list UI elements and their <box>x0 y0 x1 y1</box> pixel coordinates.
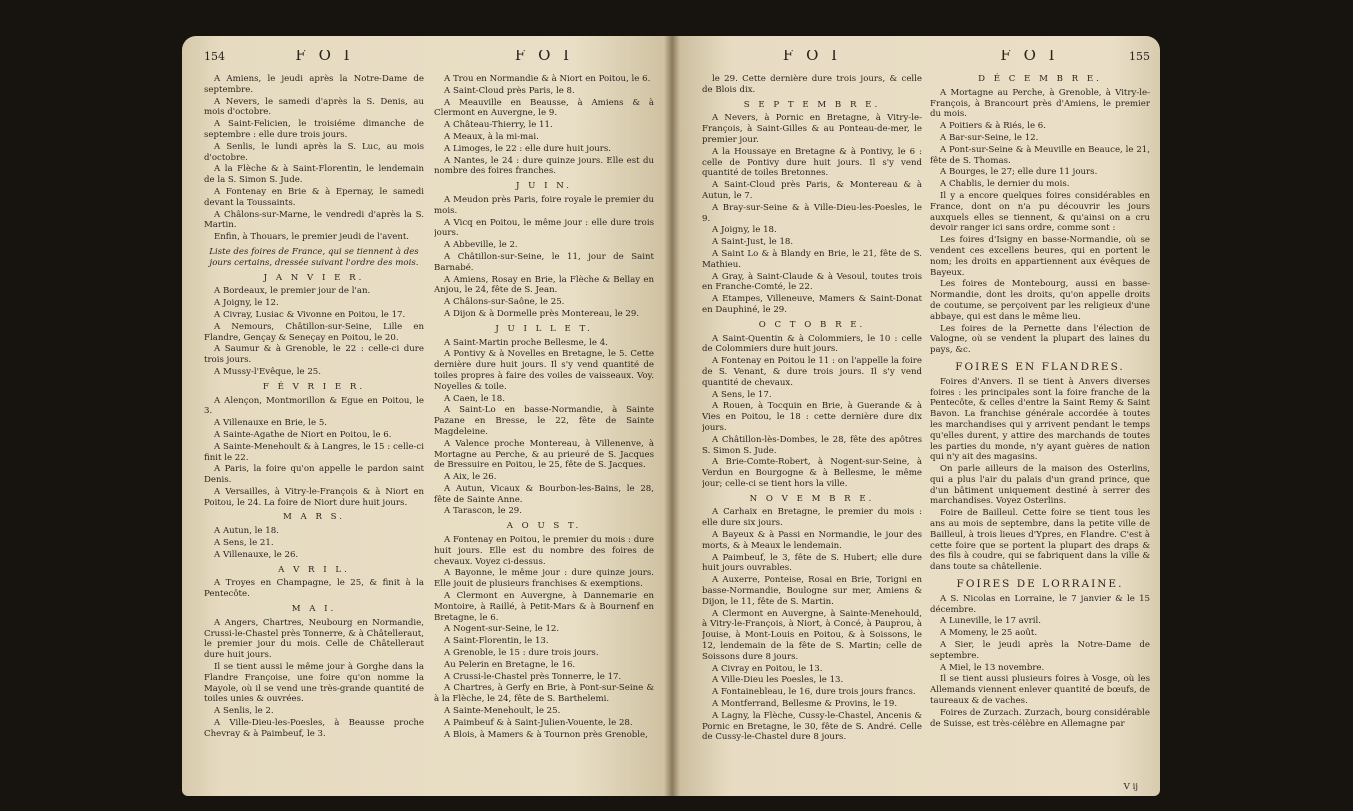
entry-paragraph: A Ville-Dieu-les-Poesles, à Beausse proche Chevray & à Paimbeuf, le 3. <box>204 718 424 739</box>
entry-paragraph: le 29. Cette dernière dure trois jours, & celle de Blois dix. <box>702 74 922 95</box>
right-page-column-1 <box>702 50 922 790</box>
section-heading: M A R S. <box>283 512 345 523</box>
section-heading: FOIRES EN FLANDRES. <box>955 360 1125 373</box>
entry-paragraph: A Châlons-sur-Saône, le 25. <box>444 297 565 308</box>
running-head: F O I <box>782 50 842 64</box>
running-header <box>434 50 654 70</box>
entry-paragraph: On parle ailleurs de la maison des Osterlins, qui a plus l'air du palais d'un grand prince, que d'un bâtiment uniquement destiné à serrer des marchandises. Voyez Osterlins. <box>930 464 1150 507</box>
entry-paragraph: A Clermont en Auvergne, à Sainte-Menehould, à Vitry-le-François, à Niort, à Concé, à Pauprou, à Jouise, à Mont-Louis en Poitou, & à Soissons, le 12, lendemain de la fête de S. Martin; celle de Soissons dure 8 jours. <box>702 608 922 662</box>
section-heading: M A I. <box>291 604 337 615</box>
entry-paragraph: A Civray, Lusiac & Vivonne en Poitou, le 17. <box>214 309 406 320</box>
entry-paragraph: A Sainte-Menehoult, le 25. <box>444 706 561 717</box>
entry-paragraph: A Grenoble, le 15 : dure trois jours. <box>444 648 599 659</box>
entry-paragraph: Il se tient aussi le même jour à Gorghe dans la Flandre Françoise, une foire qu'on nomme la Mayole, où il se vend une très-grande quantité de toiles unies & ouvrées. <box>204 662 424 705</box>
entry-paragraph: Il se tient aussi plusieurs foires à Vosge, où les Allemands viennent enlever quantité de bœufs, de taureaux & de vaches. <box>930 674 1150 707</box>
entry-paragraph: A Senlis, le lundi après la S. Luc, au mois d'octobre. <box>204 141 424 163</box>
entry-paragraph: A Autun, Vicaux & Bourbon-les-Bains, le 28, fête de Sainte Anne. <box>434 483 654 505</box>
entry-paragraph: A Carhaix en Bretagne, le premier du mois : elle dure six jours. <box>702 507 922 529</box>
entry-paragraph: A Bourges, le 27; elle dure 11 jours. <box>940 167 1098 178</box>
entry-paragraph: A Gray, à Saint-Claude & à Vesoul, toutes trois en Franche-Comté, le 22. <box>702 271 922 293</box>
entry-paragraph: Foire de Bailleul. Cette foire se tient tous les ans au mois de septembre, dans la petite ville de Bailleul, à trois lieues d'Ypres, en Flandre. C'est à cette foire que se portent la plupart des draps & des fils à coudre, qui se fabriquent dans la ville & dans toute sa châtellenie. <box>930 508 1150 573</box>
entry-paragraph: A Villenauxe en Brie, le 5. <box>214 418 328 429</box>
entry-paragraph: A Saint-Florentin, le 13. <box>444 636 549 647</box>
entry-paragraph: A Châtillon-sur-Seine, le 11, jour de Saint Barnabé. <box>434 251 654 273</box>
section-heading: O C T O B R E. <box>758 319 866 330</box>
entry-paragraph: A Versailles, à Vitry-le-François & à Niort en Poitou, le 24. La foire de Niort dure huit jours. <box>204 486 424 508</box>
column-text <box>434 74 654 740</box>
entry-paragraph: A Abbeville, le 2. <box>444 240 518 251</box>
entry-paragraph: A Fontainebleau, le 16, dure trois jours francs. <box>712 687 916 698</box>
entry-paragraph: A Sier, le jeudi après la Notre-Dame de septembre. <box>930 640 1150 661</box>
entry-paragraph: A Vicq en Poitou, le même jour : elle dure trois jours. <box>434 217 654 239</box>
entry-paragraph: A Bar-sur-Seine, le 12. <box>940 132 1039 143</box>
entry-paragraph: A Saint-Just, le 18. <box>712 237 794 248</box>
entry-paragraph: A Meaux, à la mi-mai. <box>444 131 539 142</box>
page-number: 155 <box>1128 50 1150 63</box>
entry-paragraph: Les foires de la Pernette dans l'élection de Valogne, où se vendent la plupart des laines du pays, &c. <box>930 323 1150 356</box>
entry-paragraph: A Fontenay en Poitou le 11 : on l'appelle la foire de S. Venant, & dure trois jours. Il s'y vend quantité de chevaux. <box>702 356 922 388</box>
entry-paragraph: A Paimbeuf & à Saint-Julien-Vouente, le 28. <box>444 717 633 728</box>
running-header <box>930 50 1150 70</box>
entry-paragraph: A Bordeaux, le premier jour de l'an. <box>214 286 371 297</box>
entry-paragraph: A Caen, le 18. <box>444 393 505 404</box>
entry-paragraph: Au Pelerin en Bretagne, le 16. <box>444 659 576 670</box>
entry-paragraph: A Nevers, à Pornic en Bretagne, à Vitry-le-François, à Saint-Gilles & au Ponteau-de-mer, le premier jour. <box>702 113 922 145</box>
book-gutter <box>664 36 680 796</box>
section-heading: FOIRES DE LORRAINE. <box>956 578 1124 591</box>
entry-paragraph: A Nantes, le 24 : dure quinze jours. Elle est du nombre des foires franches. <box>434 155 654 177</box>
entry-paragraph: A Saint-Martin proche Bellesme, le 4. <box>444 337 608 348</box>
page-number: 154 <box>204 50 225 63</box>
entry-paragraph: A Lagny, la Flèche, Cussy-le-Chastel, Ancenis & Pornic en Bretagne, le 30, fête de S. André. Celle de Cussy-le-Chastel dure 8 jours. <box>702 710 922 743</box>
entry-paragraph: Foires de Zurzach. Zurzach, bourg considérable de Suisse, est très-célèbre en Allemagne par <box>930 707 1150 729</box>
entry-paragraph: A Troyes en Champagne, le 25, & finit à la Pentecôte. <box>204 578 424 600</box>
entry-paragraph: A Miel, le 13 novembre. <box>940 662 1045 673</box>
entry-paragraph: A Blois, à Mamers & à Tournon près Grenoble, <box>444 729 648 740</box>
entry-paragraph: A Château-Thierry, le 11. <box>444 120 553 131</box>
entry-paragraph: A Bayonne, le même jour : dure quinze jours. Elle jouit de plusieurs franchises & exemptions. <box>434 568 654 590</box>
entry-paragraph: A Ville-Dieu les Poesles, le 13. <box>712 675 844 686</box>
column-text <box>204 74 424 740</box>
entry-paragraph: A Saint-Lo en basse-Normandie, à Sainte Pazane en Bresse, le 22, fête de Sainte Magdeleine. <box>434 405 654 437</box>
running-header <box>204 50 424 70</box>
running-header <box>702 50 922 70</box>
entry-paragraph: A Paris, la foire qu'on appelle le pardon saint Denis. <box>204 464 424 486</box>
entry-paragraph: A Luneville, le 17 avril. <box>940 616 1041 627</box>
entry-paragraph: A Bayeux & à Passi en Normandie, le jour des morts, & à Meaux le lendemain. <box>702 530 922 551</box>
entry-paragraph: A Valence proche Montereau, à Villenenve, à Mortagne au Perche, & au prieuré de S. Jacques de Bressuire en Poitou, le 25, fête de S. Jacques. <box>434 438 654 471</box>
entry-paragraph: A Aix, le 26. <box>444 472 497 483</box>
section-heading: D É C E M B R E. <box>978 74 1102 84</box>
entry-paragraph: Liste des foires de France, qui se tiennent à des jours certains, dressée suivant l'ordre des mois. <box>209 246 419 268</box>
entry-paragraph: A Momeny, le 25 août. <box>940 628 1038 639</box>
entry-paragraph: A Autun, le 18. <box>214 526 279 537</box>
right-page <box>672 36 1160 796</box>
entry-paragraph: Il y a encore quelques foires considérables en France, dont on n'a pu découvrir les jours auxquels elles se tiennent, & qu'ainsi on a cru devoir ranger ici sans ordre, comme sont : <box>930 190 1150 234</box>
entry-paragraph: A Nevers, le samedi d'après la S. Denis, au mois d'octobre. <box>204 96 424 118</box>
entry-paragraph: Les foires de Montebourg, aussi en basse-Normandie, dont les droits, qu'on appelle droits de coutume, se perçoivent par les religieux d'une abbaye, qui est dans le même lieu. <box>930 279 1150 322</box>
entry-paragraph: A Saint-Quentin & à Colommiers, le 10 : celle de Colommiers dure huit jours. <box>702 333 922 355</box>
section-heading: A V R I L. <box>278 564 350 575</box>
entry-paragraph: A Joigny, le 18. <box>712 225 777 236</box>
entry-paragraph: A Senlis, le 2. <box>214 706 274 717</box>
entry-paragraph: A Saint-Cloud près Paris, le 8. <box>444 85 575 96</box>
entry-paragraph: A Sens, le 17. <box>712 389 772 400</box>
entry-paragraph: A Fontenay en Poitou, le premier du mois : dure huit jours. Elle est du nombre des foires de chevaux. Voyez ci-dessus. <box>434 535 654 567</box>
entry-paragraph: A Brie-Comte-Robert, à Nogent-sur-Seine, à Verdun en Bourgogne & à Bellesme, le même jour; celle-ci se tient hors la ville. <box>702 457 922 489</box>
entry-paragraph: A Mortagne au Perche, à Grenoble, à Vitry-le-François, à Brancourt près d'Amiens, le premier du mois. <box>930 87 1150 120</box>
entry-paragraph: A Amiens, le jeudi après la Notre-Dame de septembre. <box>204 74 424 95</box>
entry-paragraph: A Crussi-le-Chastel près Tonnerre, le 17. <box>444 671 622 682</box>
entry-paragraph: A Saint Lo & à Blandy en Brie, le 21, fête de S. Mathieu. <box>702 248 922 270</box>
entry-paragraph: A S. Nicolas en Lorraine, le 7 janvier & le 15 décembre. <box>930 593 1150 615</box>
entry-paragraph: A Pont-sur-Seine & à Meuville en Beauce, le 21, fête de S. Thomas. <box>930 144 1150 166</box>
entry-paragraph: A Civray en Poitou, le 13. <box>712 663 823 674</box>
column-text <box>702 74 922 743</box>
entry-paragraph: A Saint-Cloud près Paris, & Montereau & à Autun, le 7. <box>702 180 922 201</box>
section-heading: J A N V I E R. <box>263 272 365 283</box>
left-page-column-2 <box>434 50 654 790</box>
entry-paragraph: A la Flèche & à Saint-Florentin, le lendemain de la S. Simon S. Jude. <box>204 164 424 186</box>
running-head: F O I <box>295 50 354 64</box>
entry-paragraph: A Meauville en Beausse, à Amiens & à Clermont en Auvergne, le 9. <box>434 97 654 119</box>
left-page <box>182 36 672 796</box>
entry-paragraph: A Angers, Chartres, Neubourg en Normandie, Crussi-le-Chastel près Tonnerre, & à Châtelleraut, le premier jour du mois. Celle de Châtelleraut dure huit jours. <box>204 617 424 661</box>
entry-paragraph: A Auxerre, Ponteise, Rosai en Brie, Torigni en basse-Normandie, Boulogne sur mer, Amiens & Dijon, le 11, fête de S. Martin. <box>702 575 922 607</box>
entry-paragraph: A Sainte-Agathe de Niort en Poitou, le 6. <box>214 429 392 440</box>
entry-paragraph: A Paimbeuf, le 3, fête de S. Hubert; elle dure huit jours ouvrables. <box>702 552 922 574</box>
right-page-column-2 <box>930 50 1150 790</box>
entry-paragraph: A Rouen, à Tocquin en Brie, à Guerande & à Vies en Poitou, le 18 : cette dernière dure dix jours. <box>702 401 922 433</box>
entry-paragraph: A Mussy-l'Evêque, le 25. <box>214 366 321 377</box>
running-head: F O I <box>1000 50 1059 64</box>
left-page-column-1 <box>204 50 424 790</box>
signature-mark: V ij <box>1123 782 1138 792</box>
section-heading: J U I L L E T. <box>495 323 593 334</box>
entry-paragraph: A Chablis, le dernier du mois. <box>940 179 1070 190</box>
entry-paragraph: A Alençon, Montmorillon & Egue en Poitou, le 3. <box>204 395 424 417</box>
entry-paragraph: Enfin, à Thouars, le premier jeudi de l'avent. <box>214 232 410 243</box>
section-heading: J U I N. <box>516 181 572 192</box>
entry-paragraph: A Châlons-sur-Marne, le vendredi d'après la S. Martin. <box>204 209 424 231</box>
entry-paragraph: A Bray-sur-Seine & à Ville-Dieu-les-Poesles, le 9. <box>702 202 922 224</box>
entry-paragraph: Foires d'Anvers. Il se tient à Anvers diverses foires : les principales sont la foire franche de la Pentecôte, & celles d'entre la Saint Remy & Saint Bavon. La franchise générale accordée à toutes les marchandises qui y arrivent pendant le temps qu'elles durent, y attire des marchands de toutes les parties du monde, n'y ayant guères de nation qui n'y ait des magasins. <box>930 376 1150 463</box>
section-heading: F É V R I E R. <box>262 381 366 392</box>
column-text <box>930 74 1150 729</box>
entry-paragraph: A Meudon près Paris, foire royale le premier du mois. <box>434 194 654 216</box>
entry-paragraph: A Fontenay en Brie & à Epernay, le samedi devant la Toussaints. <box>204 186 424 208</box>
entry-paragraph: A Joigny, le 12. <box>214 298 279 309</box>
entry-paragraph: A Villenauxe, le 26. <box>214 549 299 560</box>
entry-paragraph: A Saint-Felicien, le troisiéme dimanche de septembre : elle dure trois jours. <box>204 119 424 140</box>
entry-paragraph: Les foires d'Isigny en basse-Normandie, où se vendent ces excellens beures, qui en portent le nom; les droits en appartiennent aux évêques de Bayeux. <box>930 235 1150 278</box>
entry-paragraph: A Clermont en Auvergne, à Dannemarie en Montoire, à Raillé, à Petit-Mars & à Bournenf en Bretagne, le 6. <box>434 591 654 623</box>
entry-paragraph: A Nemours, Châtillon-sur-Seine, Lille en Flandre, Gençay & Seneçay en Poitou, le 20. <box>204 321 424 343</box>
section-heading: N O V E M B R E. <box>749 493 875 504</box>
entry-paragraph: A Montferrand, Bellesme & Provins, le 19. <box>712 699 898 710</box>
section-heading: A O U S T. <box>506 521 582 532</box>
running-head: F O I <box>514 50 574 64</box>
section-heading: S E P T E M B R E. <box>743 99 881 110</box>
entry-paragraph: A Sens, le 21. <box>214 538 274 549</box>
entry-paragraph: A Etampes, Villeneuve, Mamers & Saint-Donat en Dauphiné, le 29. <box>702 294 922 315</box>
entry-paragraph: A Dijon & à Dormelle près Montereau, le 29. <box>444 308 640 319</box>
entry-paragraph: A Tarascon, le 29. <box>444 506 522 517</box>
entry-paragraph: A Poitiers & à Riés, le 6. <box>940 121 1047 132</box>
entry-paragraph: A Limoges, le 22 : elle dure huit jours. <box>444 143 612 154</box>
entry-paragraph: A la Houssaye en Bretagne & à Pontivy, le 6 : celle de Pontivy dure huit jours. Il s'y vend quantité de toiles Bretonnes. <box>702 146 922 179</box>
entry-paragraph: A Châtillon-lès-Dombes, le 28, fête des apôtres S. Simon S. Jude. <box>702 434 922 456</box>
entry-paragraph: A Pontivy & à Novelles en Bretagne, le 5. Cette dernière dure huit jours. Il s'y vend quantité de toiles propres à faire des voiles de vaisseaux. Voy. Noyelles & toile. <box>434 349 654 392</box>
entry-paragraph: A Nogent-sur-Seine, le 12. <box>444 624 560 635</box>
entry-paragraph: A Sainte-Menehoult & à Langres, le 15 : celle-ci finit le 22. <box>204 441 424 463</box>
entry-paragraph: A Trou en Normandie & à Niort en Poitou, le 6. <box>444 74 651 84</box>
entry-paragraph: A Chartres, à Gerfy en Brie, à Pont-sur-Seine & à la Flèche, le 24, fête de S. Barthelemi. <box>434 683 654 705</box>
entry-paragraph: A Amiens, Rosay en Brie, la Flèche & Bellay en Anjou, le 24, fête de S. Jean. <box>434 274 654 296</box>
entry-paragraph: A Saumur & à Grenoble, le 22 : celle-ci dure trois jours. <box>204 344 424 366</box>
